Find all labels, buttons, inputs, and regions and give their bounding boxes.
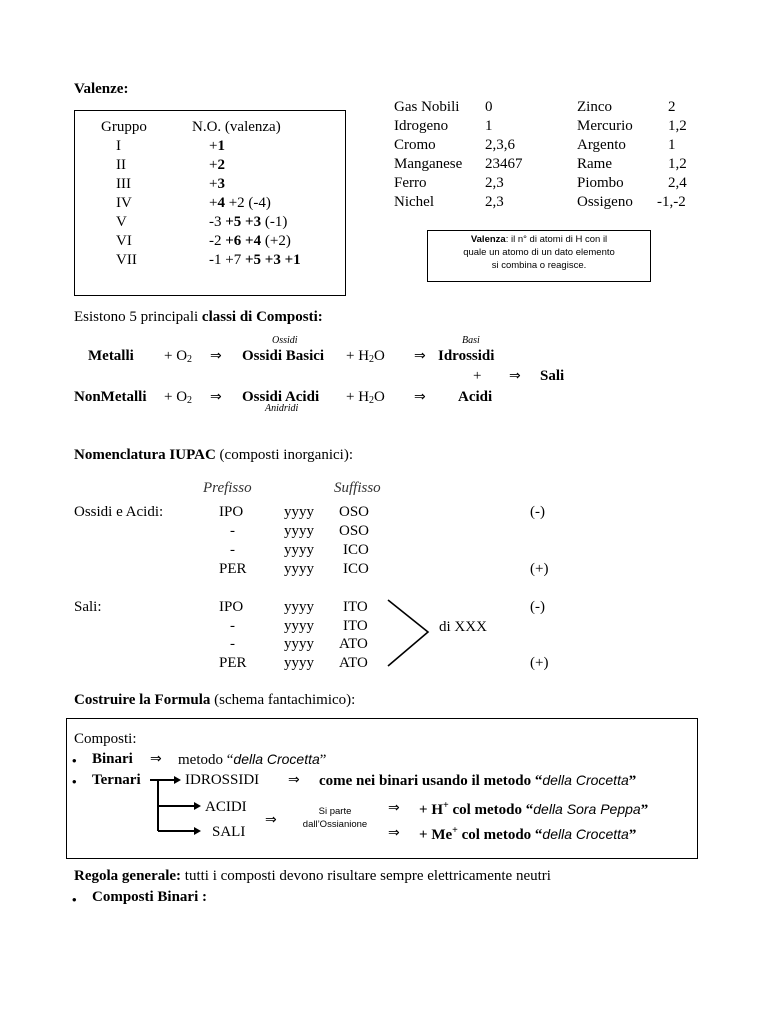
basi-label: Basi	[462, 335, 480, 346]
element-valence: 1,2	[668, 118, 687, 134]
ossidi-acidi: Ossidi Acidi	[242, 389, 320, 405]
arrow-icon: ⇒	[265, 812, 277, 828]
prefix: -	[230, 618, 235, 634]
classi-intro: Esistono 5 principali classi di Composti:	[74, 309, 323, 325]
bullet: •	[72, 753, 77, 768]
plus-h2o: + $H_2O$	[346, 389, 385, 406]
arrow-icon: ⇒	[509, 368, 521, 384]
prefisso-label: Prefisso	[203, 480, 252, 496]
binari-label: Binari	[92, 751, 133, 767]
element-valence: 2,3	[485, 175, 504, 191]
bullet: •	[72, 774, 77, 789]
arrow-icon: ⇒	[414, 389, 426, 405]
acidi: Acidi	[458, 389, 493, 405]
element-name: Ossigeno	[577, 194, 633, 210]
valenza-note-line: Valenza: il n° di atomi di H con il	[470, 234, 608, 245]
anidridi-label: Anidridi	[265, 403, 299, 414]
group-label: VII	[116, 252, 137, 268]
valence-value: -3 +5 +3 (-1)	[209, 214, 288, 230]
element-name: Mercurio	[577, 118, 633, 134]
idrossidi-label: IDROSSIDI	[185, 772, 260, 788]
element-name: Idrogeno	[394, 118, 449, 134]
arrow-icon: ⇒	[288, 772, 300, 788]
element-valence: 2,3,6	[485, 137, 515, 153]
group-label: V	[116, 214, 127, 230]
plus-o2: + $O_2$	[164, 348, 193, 365]
element-valence: 1	[485, 118, 493, 134]
element-name: Ferro	[394, 175, 427, 191]
formula-heading: Costruire la Formula (schema fantachimico):	[74, 692, 356, 708]
prefix: -	[230, 542, 235, 558]
composti-binari: Composti Binari :	[92, 889, 208, 905]
element-valence: 2	[668, 99, 676, 115]
yyyy: yyyy	[284, 655, 314, 671]
prefix: PER	[219, 655, 247, 671]
arrow-icon: ⇒	[414, 348, 426, 364]
element-name: Gas Nobili	[394, 99, 460, 115]
element-name: Nichel	[394, 194, 434, 210]
binari-metodo: metodo “della Crocetta”	[178, 751, 327, 768]
element-name: Piombo	[577, 175, 624, 191]
suffix: OSO	[339, 523, 370, 539]
element-valence: 1	[668, 137, 676, 153]
iupac-heading: Nomenclatura IUPAC (composti inorganici):	[74, 447, 353, 463]
sali: Sali	[540, 368, 565, 384]
bracket-icon	[384, 598, 434, 670]
yyyy: yyyy	[284, 636, 314, 652]
element-valence: 2,4	[668, 175, 687, 191]
element-name: Cromo	[394, 137, 436, 153]
valenza-note-line: quale un atomo di un dato elemento	[463, 247, 615, 258]
element-valence: 23467	[485, 156, 523, 172]
sign: (+)	[530, 655, 549, 671]
valence-value: +4 +2 (-4)	[209, 195, 271, 211]
arrow-icon: ⇒	[210, 389, 222, 405]
group-label: IV	[116, 195, 132, 211]
element-valence: 2,3	[485, 194, 504, 210]
group-label: III	[116, 176, 131, 192]
yyyy: yyyy	[284, 618, 314, 634]
plus-o2: + $O_2$	[164, 389, 193, 406]
element-name: Argento	[577, 137, 626, 153]
idrossidi-metodo: come nei binari usando il metodo “della Crocetta”	[319, 772, 637, 789]
sign: (-)	[530, 599, 545, 615]
acidi-label: ACIDI	[205, 799, 247, 815]
suffix: ITO	[343, 599, 368, 615]
yyyy: yyyy	[284, 523, 314, 539]
no-header: N.O. (valenza)	[192, 119, 281, 135]
valence-value: +3	[209, 176, 225, 192]
prefix: PER	[219, 561, 247, 577]
valence-value: +1	[209, 138, 225, 154]
yyyy: yyyy	[284, 542, 314, 558]
suffix: ITO	[343, 618, 368, 634]
element-valence: -1,-2	[657, 194, 686, 210]
composti-label: Composti:	[74, 731, 137, 747]
yyyy: yyyy	[284, 561, 314, 577]
sign: (+)	[530, 561, 549, 577]
gruppo-header: Gruppo	[101, 119, 147, 135]
si-parte-line: dall’Ossianione	[302, 819, 368, 830]
ossidi-acidi-label: Ossidi e Acidi:	[74, 504, 164, 520]
suffix: ATO	[339, 636, 368, 652]
yyyy: yyyy	[284, 599, 314, 615]
suffix: ICO	[343, 561, 369, 577]
bullet: •	[72, 892, 77, 907]
valenze-heading: Valenze:	[74, 81, 129, 97]
si-parte-line: Si parte	[318, 806, 352, 817]
valence-value: -2 +6 +4 (+2)	[209, 233, 291, 249]
element-valence: 1,2	[668, 156, 687, 172]
suffix: OSO	[339, 504, 370, 520]
prefix: IPO	[219, 504, 244, 520]
arrow-icon: ⇒	[388, 800, 400, 816]
element-name: Manganese	[394, 156, 463, 172]
element-valence: 0	[485, 99, 493, 115]
ternari-label: Ternari	[92, 772, 141, 788]
sali-label: Sali:	[74, 599, 102, 615]
arrow-icon: ⇒	[150, 751, 162, 767]
suffisso-label: Suffisso	[334, 480, 381, 496]
sali-metodo: + Me+ col metodo “della Crocetta”	[419, 825, 637, 843]
prefix: IPO	[219, 599, 244, 615]
yyyy: yyyy	[284, 504, 314, 520]
arrow-icon: ⇒	[210, 348, 222, 364]
ossidi-basici: Ossidi Basici	[242, 348, 325, 364]
idrossidi: Idrossidi	[438, 348, 495, 364]
group-label: II	[116, 157, 126, 173]
prefix: -	[230, 636, 235, 652]
suffix: ATO	[339, 655, 368, 671]
prefix: -	[230, 523, 235, 539]
plus-sign: +	[473, 368, 482, 384]
valence-value: -1 +7 +5 +3 +1	[209, 252, 301, 268]
valence-value: +2	[209, 157, 225, 173]
valenza-note-line: si combina o reagisce.	[491, 260, 587, 271]
metalli: Metalli	[88, 348, 134, 364]
arrow-icon: ⇒	[388, 825, 400, 841]
group-label: I	[116, 138, 121, 154]
nonmetalli: NonMetalli	[74, 389, 147, 405]
sali-label: SALI	[212, 824, 246, 840]
ossidi-label: Ossidi	[272, 335, 298, 346]
di-xxx: di XXX	[439, 619, 487, 635]
element-name: Rame	[577, 156, 612, 172]
element-name: Zinco	[577, 99, 612, 115]
group-label: VI	[116, 233, 132, 249]
sign: (-)	[530, 504, 545, 520]
suffix: ICO	[343, 542, 369, 558]
regola-generale: Regola generale: tutti i composti devono risultare sempre elettricamente neutri	[74, 868, 551, 884]
plus-h2o: + $H_2O$	[346, 348, 385, 365]
acidi-metodo: + H+ col metodo “della Sora Peppa”	[419, 800, 649, 818]
